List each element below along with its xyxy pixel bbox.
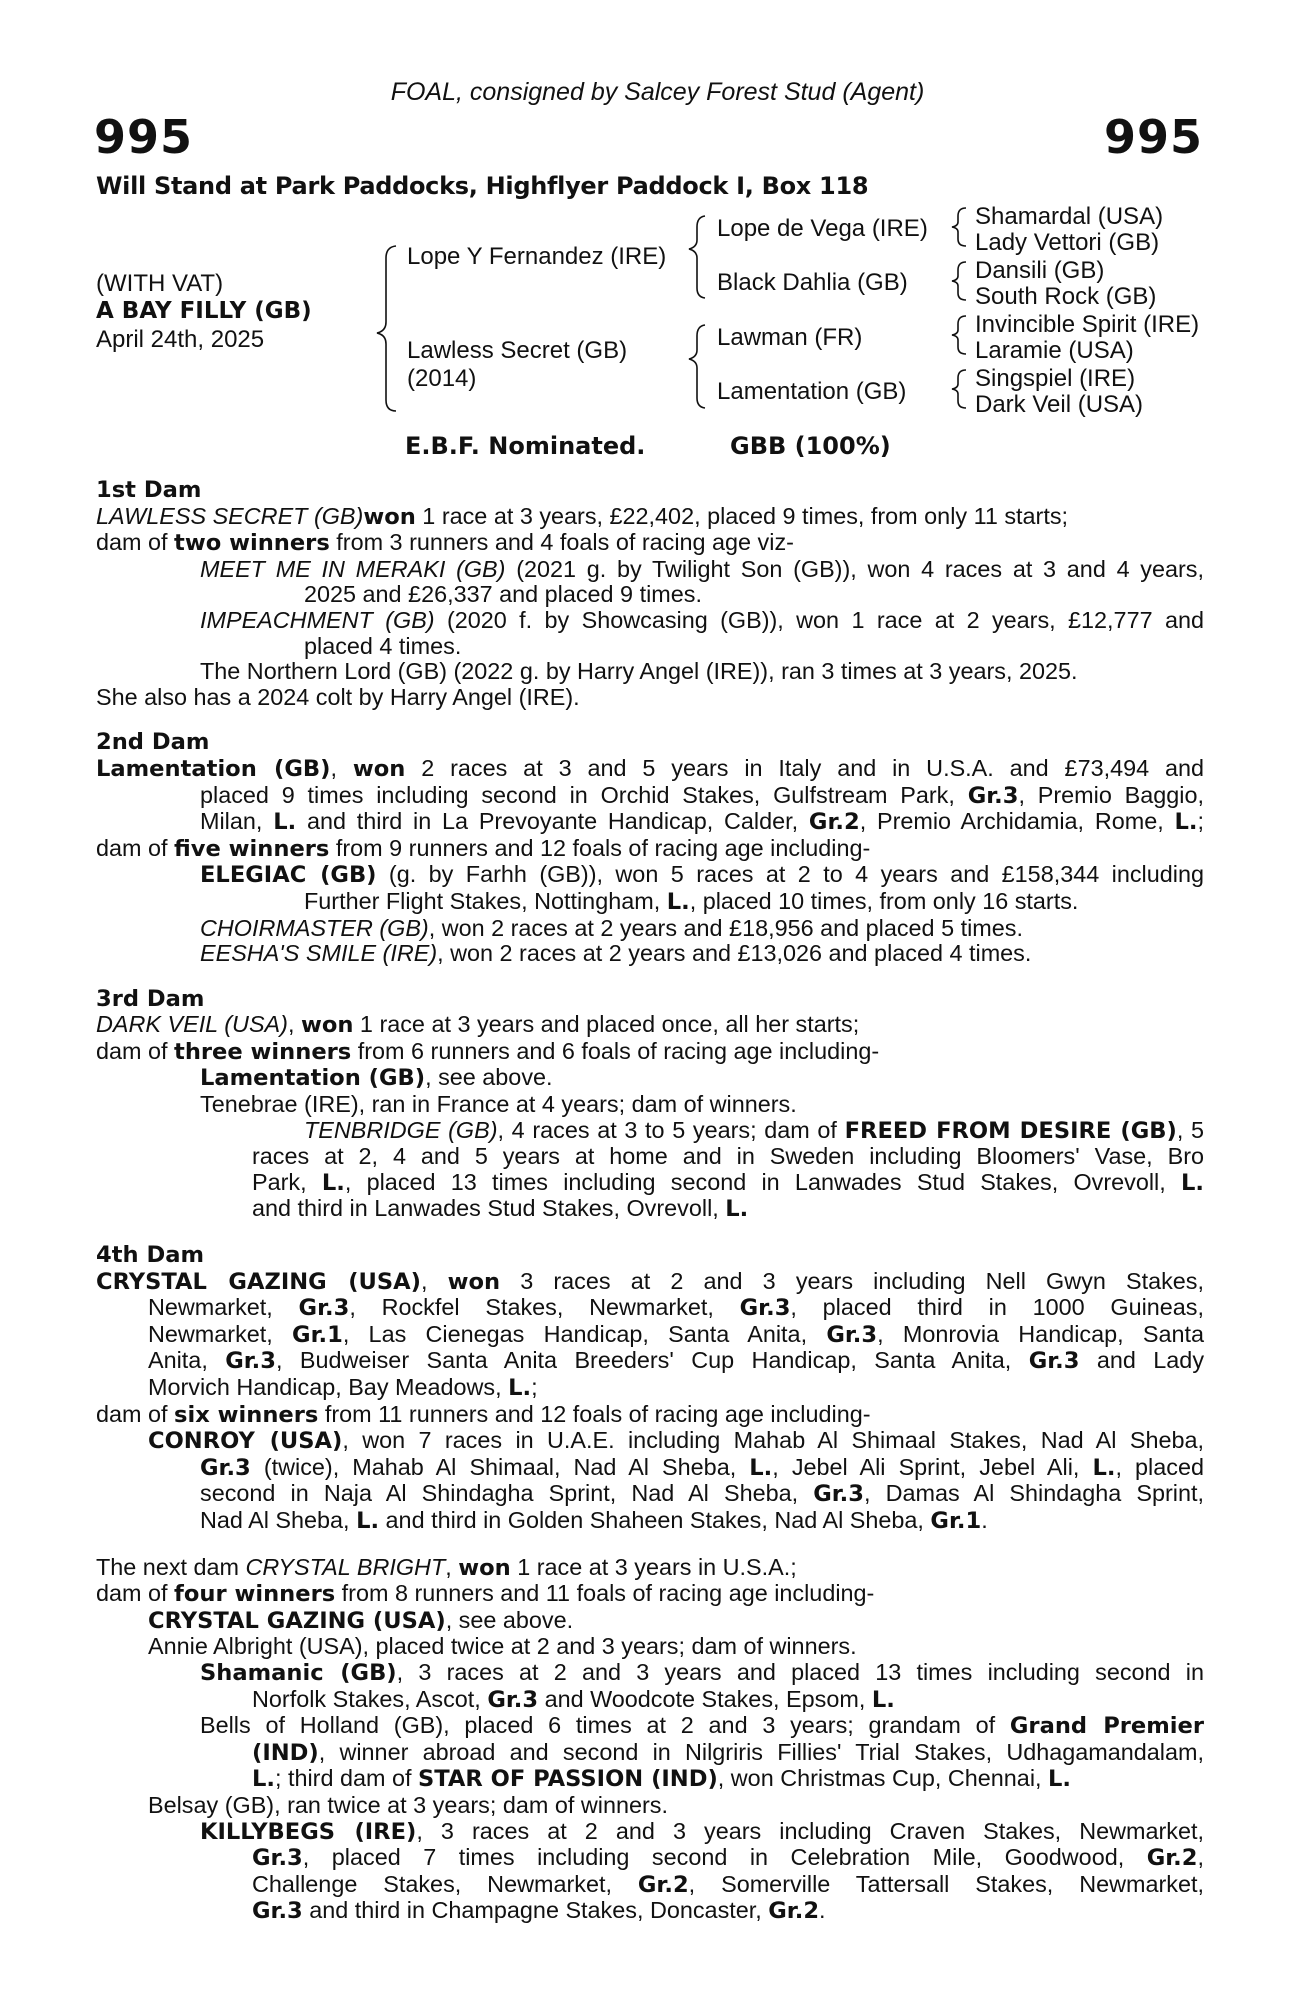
ssd: Lady Vettori (GB) [975, 229, 1160, 256]
dds: Singspiel (IRE) [975, 365, 1136, 392]
ddd: Dark Veil (USA) [975, 391, 1144, 418]
dam-sire: Lawman (FR) [717, 324, 863, 351]
next-dam-section: The next dam CRYSTAL BRIGHT, won 1 race at 3 years in U.S.A.; dam of four winners from 8 runners and 11 foals of racing age including- CRYSTAL GAZING (USA), see above. Annie Albright (USA), placed twice at 2 and 3 years; dam of winners. Shamanic (GB), 3 races at 2 and 3 years and placed 13 times including second in Norfolk Stakes, Ascot, Gr.3 and Woodcote Stakes, Epsom, L. Bells of Holland (GB), placed 6 times at 2 and 3 years; grandam of Grand Premier (IND), winner abroad and second in Nilgriris Fillies' Trial Stakes, Udhagamandalam, L.; third dam of STAR OF PASSION (IND), won Christmas Cup, Chennai, L. Belsay (GB), ran twice at 3 years; dam of winners. KILLYBEGS (IRE), 3 races at 2 and 3 years including Craven Stakes, Newmarket, Gr.3, placed 7 times including second in Celebration Mile, Goodwood, Gr.2, Challenge Stakes, Newmarket, Gr.2, Somerville Tattersall Stakes, Newmarket, Gr.3 and third in Champagne Stakes, Doncaster, Gr.2. [96, 1553, 1204, 1925]
section-heading: 3rd Dam [96, 985, 205, 1012]
lot-number-right: 995 [1103, 110, 1203, 164]
fourth-dam-section: 4th Dam CRYSTAL GAZING (USA), won 3 races at 2 and 3 years including Nell Gwyn Stakes, Newmarket, Gr.3, Rockfel Stakes, Newmarket, Gr.3, placed third in 1000 Guineas, Newmarket, Gr.1, Las Cienegas Handicap, Santa Anita, Gr.3, Monrovia Handicap, Santa Anita, Gr.3, Budweiser Santa Anita Breeders' Cup Handicap, Santa Anita, Gr.3 and Lady Morvich Handicap, Bay Meadows, L.; dam of six winners from 11 runners and 12 foals of racing age including- CONROY (USA), won 7 races in U.A.E. including Mahab Al Shimaal Stakes, Nad Al Sheba, Gr.3 (twice), Mahab Al Shimaal, Nad Al Sheba, L., Jebel Ali Sprint, Jebel Ali, L., placed second in Naja Al Shindagha Sprint, Nad Al Sheba, Gr.3, Damas Al Shindagha Sprint, Nad Al Sheba, L. and third in Golden Shaheen Stakes, Nad Al Sheba, Gr.1. [96, 1242, 1205, 1534]
sire-sire: Lope de Vega (IRE) [717, 215, 928, 242]
third-dam-section: 3rd Dam DARK VEIL (USA), won 1 race at 3 years and placed once, all her starts; dam of three winners from 6 runners and 6 foals of racing age including- Lamentation (GB), see above. Tenebrae (IRE), ran in France at 4 years; dam of winners. TENBRIDGE (GB), 4 races at 3 to 5 years; dam of FREED FROM DESIRE (GB), 5 races at 2, 4 and 5 years at home and in Sweden including Bloomers' Vase, Bro Park, L., placed 13 times including second in Lanwades Stud Stakes, Ovrevoll, L. and third in Lanwades Stud Stakes, Ovrevoll, L. [96, 985, 1204, 1223]
section-heading: 2nd Dam [96, 729, 210, 756]
ebf-nomination: E.B.F. Nominated. [405, 432, 646, 460]
lot-title: A BAY FILLY (GB) [96, 298, 312, 324]
consignor-line: FOAL, consigned by Salcey Forest Stud (Agent) [390, 78, 925, 106]
sss: Shamardal (USA) [975, 203, 1164, 230]
gbb-percentage: GBB (100%) [730, 432, 891, 460]
lot-number-left: 995 [94, 110, 194, 164]
second-dam-section: 2nd Dam Lamentation (GB), won 2 races at 3 and 5 years in Italy and in U.S.A. and £73,494 and placed 9 times including second in Orchid Stakes, Gulfstream Park, Gr.3, Premio Baggio, Milan, L. and third in La Prevoyante Handicap, Calder, Gr.2, Premio Archidamia, Rome, L.; dam of five winners from 9 runners and 12 foals of racing age including- ELEGIAC (GB) (g. by Farhh (GB)), won 5 races at 2 to 4 years and £158,344 including Further Flight Stakes, Nottingham, L., placed 10 times, from only 16 starts. CHOIRMASTER (GB), won 2 races at 2 years and £18,956 and placed 5 times. EESHA'S SMILE (IRE), won 2 races at 2 years and £13,026 and placed 4 times. [96, 729, 1205, 967]
dsd: Laramie (USA) [975, 337, 1134, 364]
sire-dam: Black Dahlia (GB) [717, 269, 908, 296]
sds: Dansili (GB) [975, 257, 1105, 284]
dss: Invincible Spirit (IRE) [975, 311, 1200, 338]
first-dam-section: 1st Dam LAWLESS SECRET (GB)won 1 race at 3 years, £22,402, placed 9 times, from only 11 starts; dam of two winners from 3 runners and 4 foals of racing age viz- MEET ME IN MERAKI (GB) (2021 g. by Twilight Son (GB)), won 4 races at 3 and 4 years, 2025 and £26,337 and placed 9 times. IMPEACHMENT (GB) (2020 f. by Showcasing (GB)), won 1 race at 2 years, £12,777 and placed 4 times. The Northern Lord (GB) (2022 g. by Harry Angel (IRE)), ran 3 times at 3 years, 2025. She also has a 2024 colt by Harry Angel (IRE). [96, 477, 1205, 710]
dam: Lawless Secret (GB) [407, 337, 628, 364]
dam-history [96, 478, 1204, 1925]
section-heading: 4th Dam [96, 1242, 205, 1269]
pedigree-brackets [0, 0, 1315, 460]
sdd: South Rock (GB) [975, 283, 1157, 310]
sire: Lope Y Fernandez (IRE) [407, 243, 667, 270]
vat-note: (WITH VAT) [96, 270, 224, 297]
section-heading: 1st Dam [96, 477, 202, 503]
dam-year: (2014) [407, 365, 477, 392]
dam-dam: Lamentation (GB) [717, 378, 907, 405]
foaling-date: April 24th, 2025 [96, 326, 265, 353]
stand-location: Will Stand at Park Paddocks, Highflyer Paddock I, Box 118 [96, 172, 869, 200]
